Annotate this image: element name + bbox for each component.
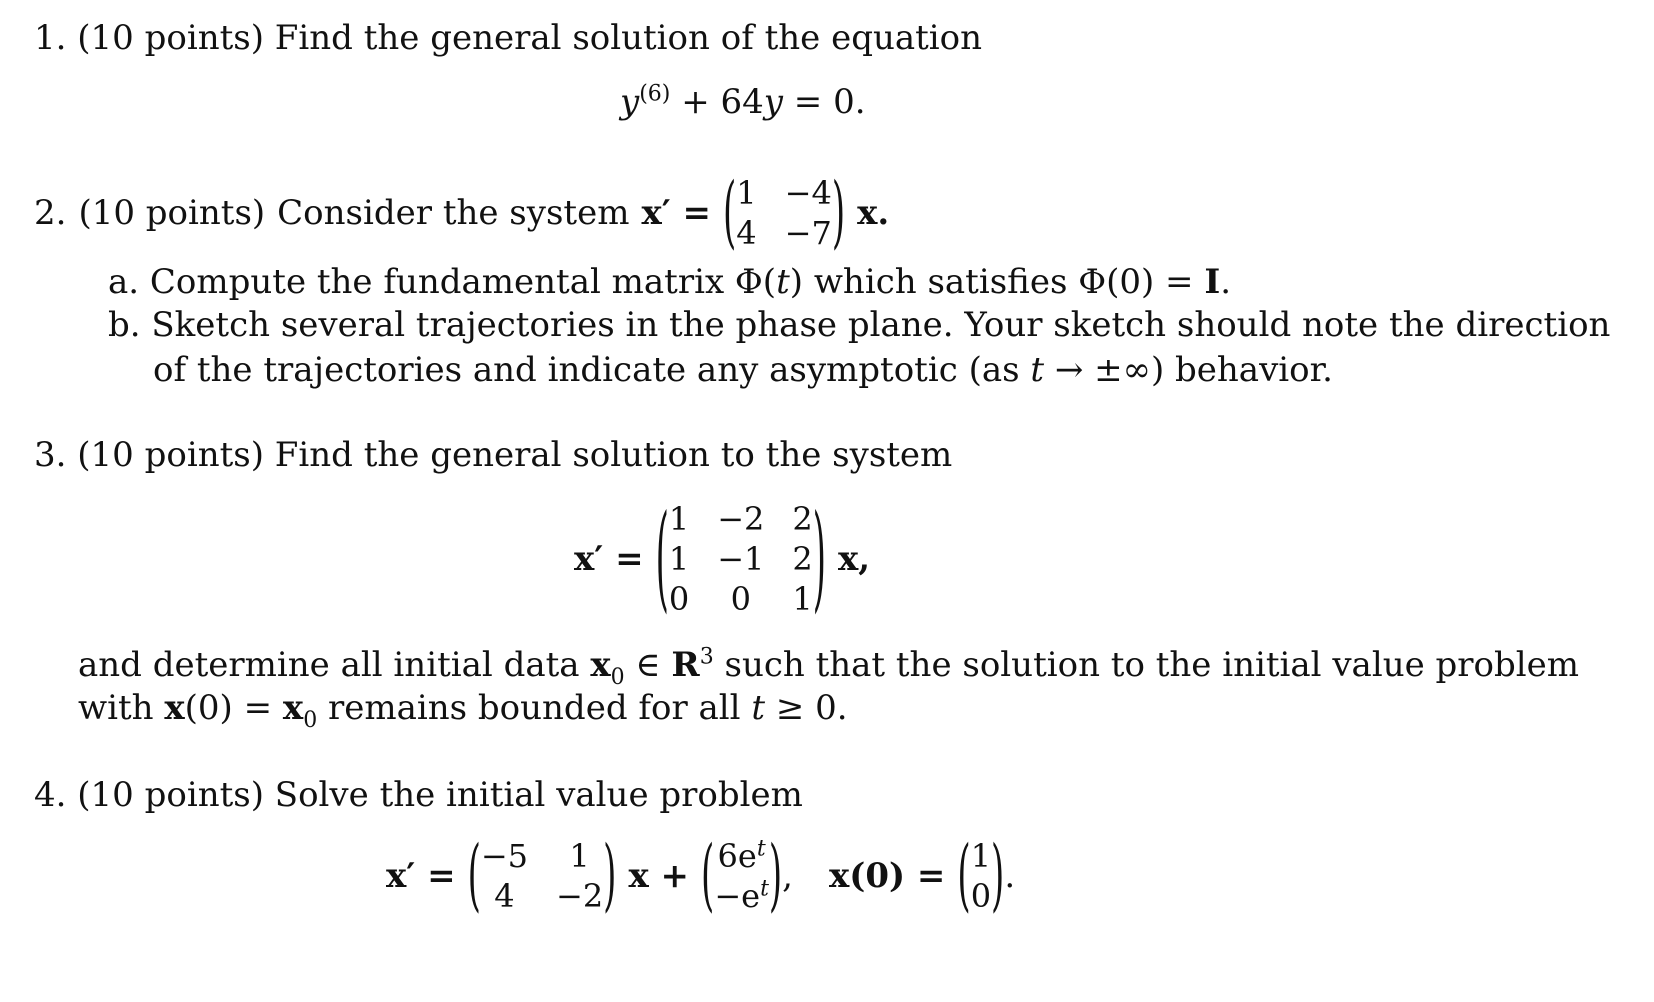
problem-number: 4. (34, 775, 67, 815)
problem-number: 3. (34, 435, 67, 475)
matrix-entry: 1 (569, 837, 590, 875)
eq-var: y (763, 82, 783, 122)
matrix-entry: −1 (717, 540, 765, 578)
system-lhs: x′ = (574, 539, 644, 579)
system-rhs: x, (837, 539, 871, 579)
problem-4-ivp (386, 830, 1015, 922)
vector-symbol: x (164, 688, 185, 728)
eq-var: y (620, 82, 640, 122)
problem-2-part-b (108, 305, 1610, 345)
system-lhs: x′ = (641, 193, 712, 233)
system-lhs: x′ = (386, 856, 456, 896)
subscript: 0 (303, 707, 318, 733)
matrix-entry: −2 (717, 500, 765, 538)
right-paren: ) (812, 491, 826, 627)
initial-vector (971, 836, 991, 916)
vector-symbol: x (282, 688, 304, 728)
part-text: of the trajectories and indicate any asymptotic (as (153, 350, 1031, 390)
body-text: and determine all initial data (78, 645, 591, 685)
matrix-entry: 1 (792, 580, 813, 618)
problem-number: 2. (34, 193, 67, 233)
problem-4-header (34, 775, 803, 815)
problem-2-header (34, 168, 889, 258)
problem-3-system (574, 492, 870, 626)
body-text: with (78, 688, 165, 728)
vector-symbol: x (590, 645, 611, 685)
part-text: → ±∞) behavior. (1044, 350, 1333, 390)
matrix-entry: −7 (784, 214, 832, 252)
body-text: such that the solution to the initial value problem (713, 645, 1580, 685)
body-var: t (751, 688, 766, 728)
problem-1-header (34, 18, 982, 58)
forcing-vector (714, 836, 769, 916)
body-text: ∈ (624, 645, 672, 685)
eq-sup: (6) (639, 81, 671, 107)
identity-symbol: I (1204, 262, 1221, 302)
matrix-entry: 2 (792, 540, 813, 578)
body-text: remains bounded for all (317, 688, 752, 728)
vector-entry: $6e^t$ (717, 836, 766, 875)
superscript: 3 (699, 644, 714, 670)
system-rhs: x. (857, 193, 890, 233)
right-paren: ) (991, 830, 1005, 922)
right-paren: ) (831, 167, 846, 259)
initial-condition-lhs: x(0) = (828, 856, 946, 896)
right-paren: ) (768, 830, 783, 922)
part-var: t (1030, 350, 1045, 390)
problem-3-text-line-1 (78, 644, 1580, 690)
system-matrix (669, 499, 813, 619)
matrix-entry: 1 (668, 540, 690, 578)
left-paren: ( (723, 167, 737, 259)
matrix-entry: 1 (668, 500, 690, 538)
problem-points: (10 points) (78, 193, 266, 233)
vector-entry: 0 (970, 877, 992, 915)
system-matrix (736, 173, 832, 253)
vector-entry: $-e^t$ (714, 876, 769, 915)
left-paren: ( (701, 830, 715, 922)
eq-text: + 64 (670, 82, 764, 122)
matrix-entry: −5 (480, 837, 528, 875)
part-var: t (776, 262, 790, 302)
left-paren: ( (655, 491, 669, 627)
plus-term: x + (628, 856, 690, 896)
right-paren: ) (603, 830, 617, 922)
vector-entry: 1 (970, 837, 992, 875)
problem-2-part-b-cont (153, 350, 1333, 390)
matrix-entry: −2 (556, 877, 604, 915)
problem-prompt: Solve the initial value problem (274, 775, 803, 815)
part-text: . (1220, 262, 1232, 302)
matrix-entry: 4 (736, 214, 757, 252)
body-text: (0) = (184, 688, 283, 728)
problem-points: (10 points) (77, 435, 264, 475)
system-matrix (481, 836, 603, 916)
part-text: Sketch several trajectories in the phase plane. Your sketch should note the direction (151, 305, 1611, 345)
matrix-entry: 0 (730, 580, 751, 618)
problem-prompt: Consider the system (277, 193, 630, 233)
matrix-entry: 4 (494, 877, 515, 915)
comma: , (782, 856, 793, 896)
problem-2-part-a (108, 262, 1231, 302)
part-text: Compute the fundamental matrix Φ( (149, 262, 777, 302)
problem-1-equation (620, 82, 866, 122)
matrix-entry: 2 (792, 500, 813, 538)
eq-text: = 0. (782, 82, 866, 122)
problem-prompt: Find the general solution to the system (274, 435, 953, 475)
subscript: 0 (610, 664, 625, 690)
problem-3-text-line-2 (78, 688, 848, 733)
reals-symbol: R (671, 645, 700, 685)
problem-points: (10 points) (77, 775, 264, 815)
left-paren: ( (467, 830, 481, 922)
period: . (1004, 856, 1016, 896)
problem-points: (10 points) (77, 18, 264, 58)
left-paren: ( (957, 830, 971, 922)
part-label: a. (108, 262, 140, 302)
problem-number: 1. (34, 18, 67, 58)
matrix-entry: 0 (668, 580, 690, 618)
body-text: ≥ 0. (765, 688, 848, 728)
matrix-entry: 1 (736, 174, 757, 212)
matrix-entry: −4 (784, 174, 832, 212)
part-text: ) which satisfies Φ(0) = (789, 262, 1205, 302)
problem-3-header (34, 435, 952, 475)
problem-prompt: Find the general solution of the equation (274, 18, 983, 58)
part-label: b. (108, 305, 141, 345)
